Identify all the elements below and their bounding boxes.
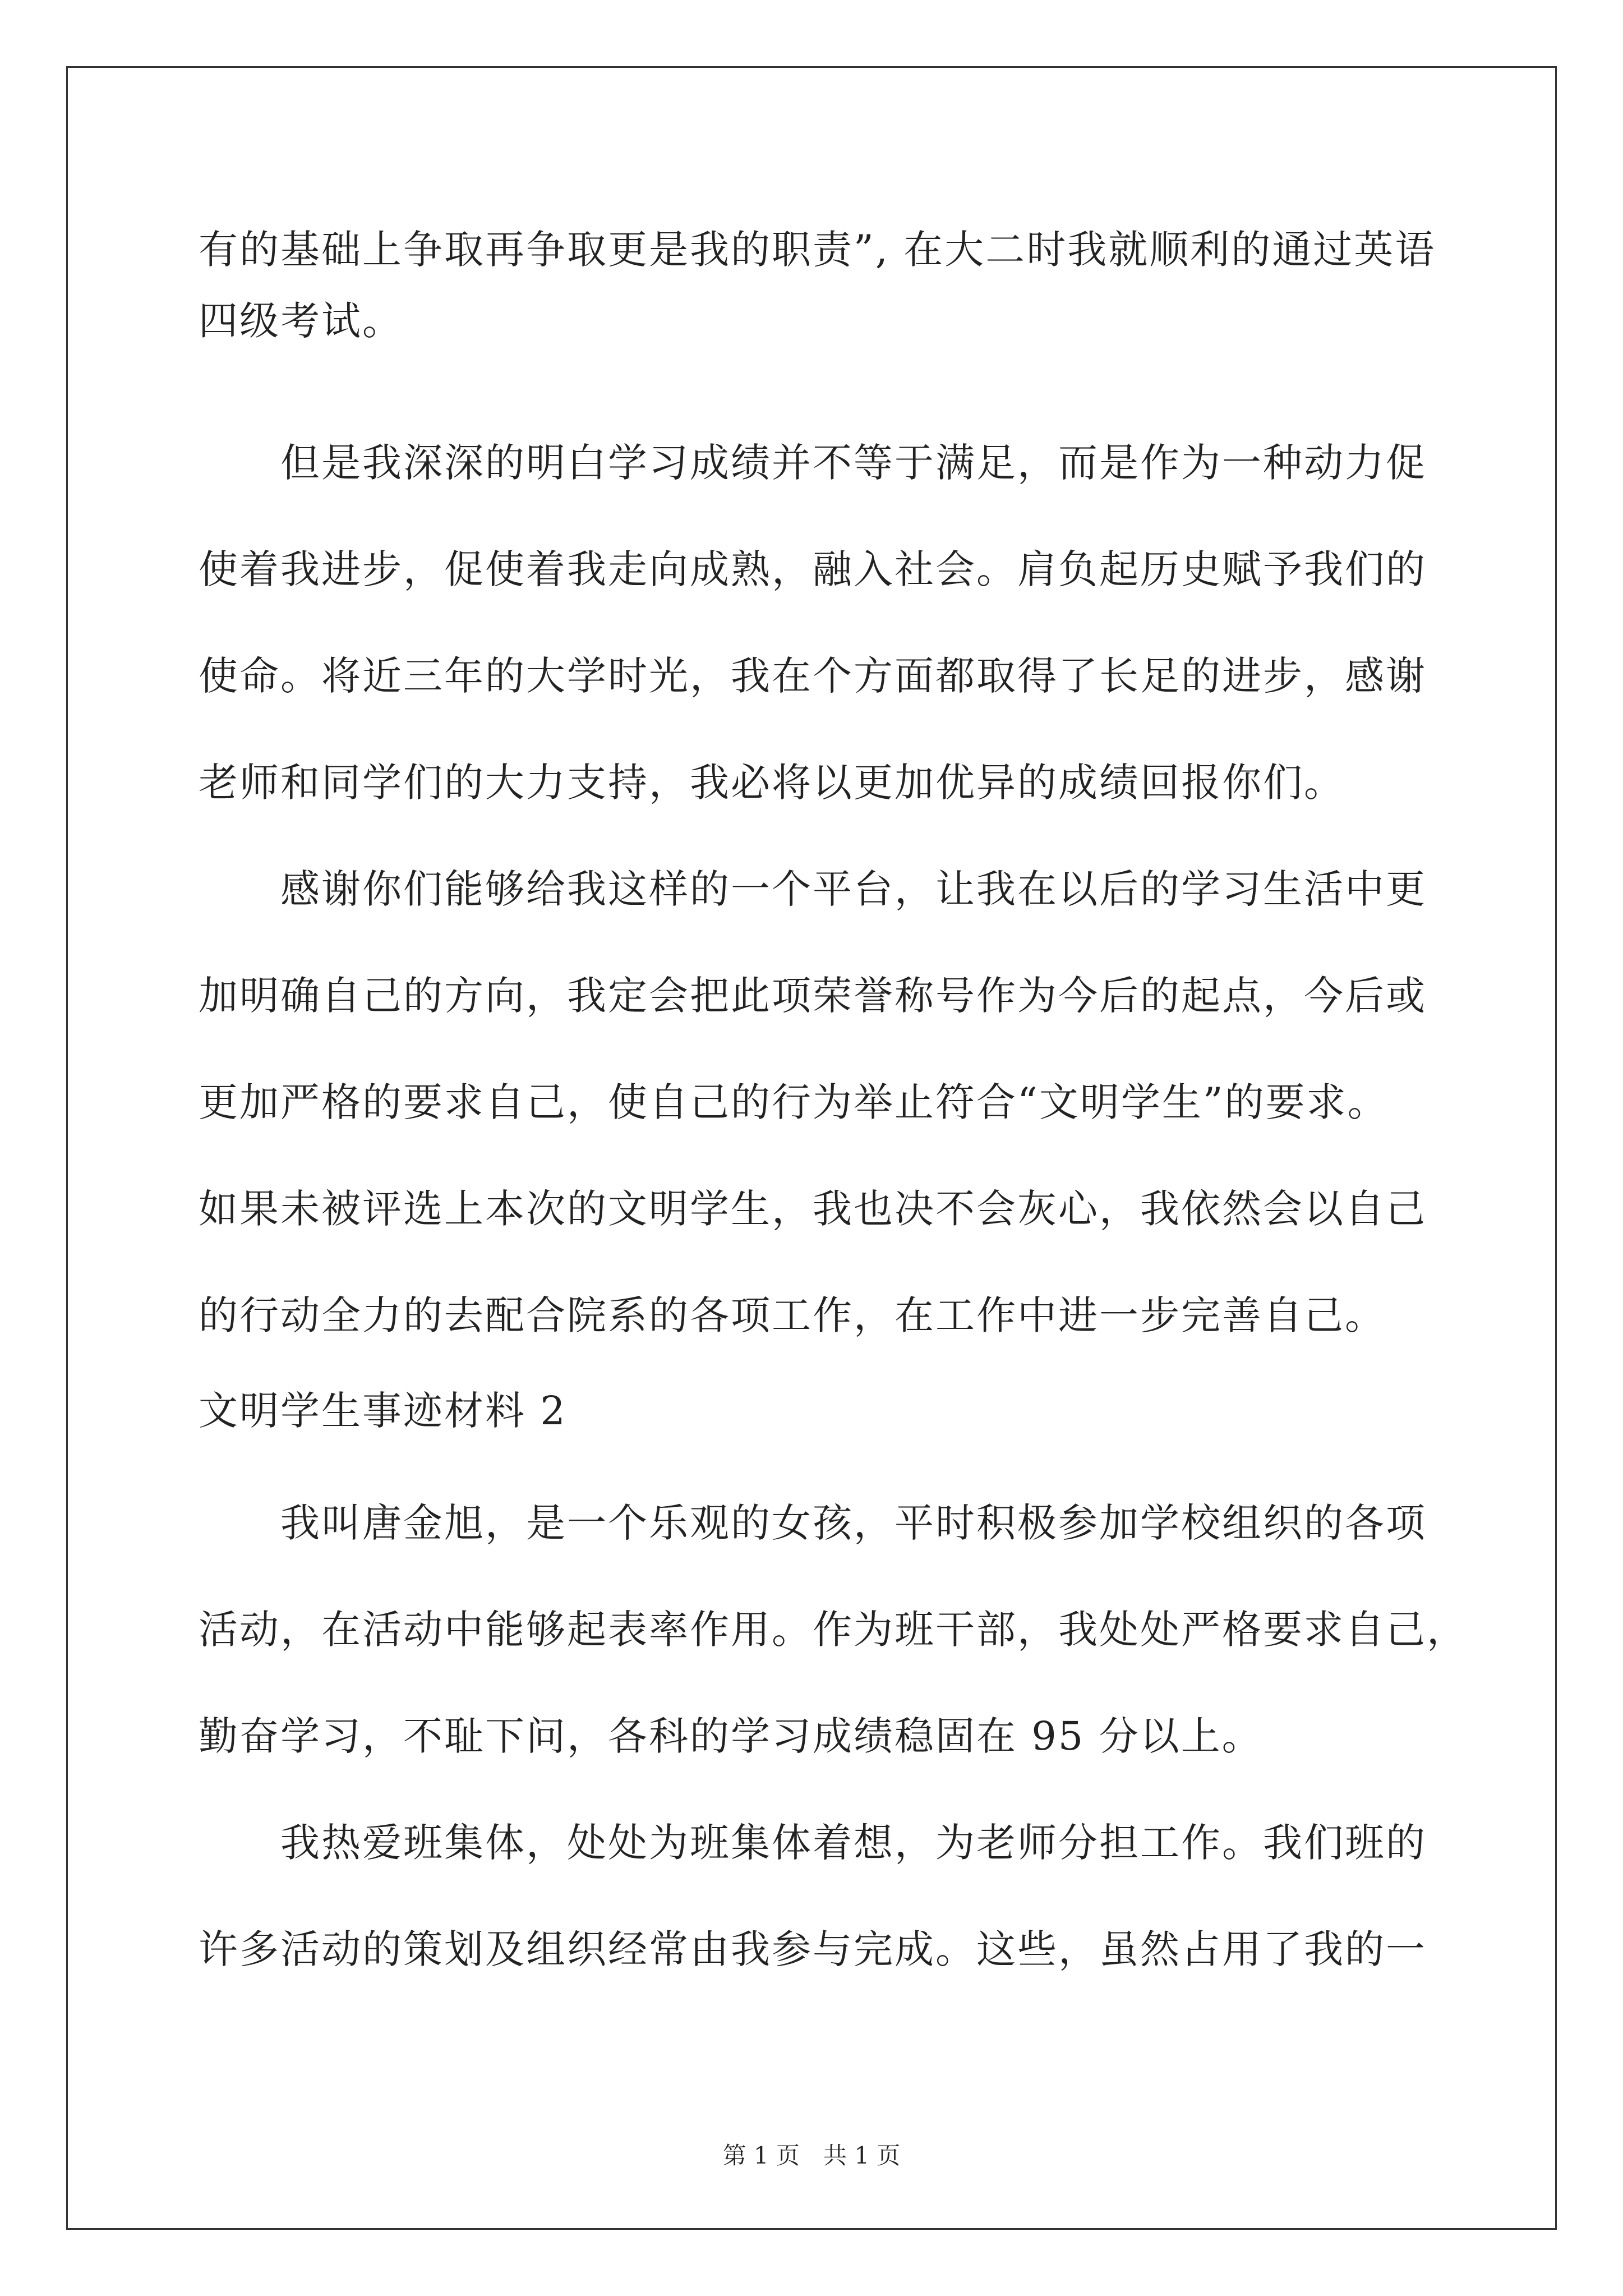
paragraph-start-line: 我叫唐金旭，是一个乐观的女孩，平时积极参加学校组织的各项: [280, 1500, 1427, 1546]
paragraph-start-line: 感谢你们能够给我这样的一个平台，让我在以后的学习生活中更: [280, 866, 1427, 912]
paragraph-start-line: 但是我深深的明白学习成绩并不等于满足，而是作为一种动力促: [280, 440, 1427, 486]
text-line: 有的基础上争取再争取更是我的职责”, 在大二时我就顺利的通过英语: [199, 227, 1436, 273]
text-line: 加明确自己的方向，我定会把此项荣誉称号作为今后的起点，今后或: [199, 973, 1427, 1019]
page-footer: 第 1 页 共 1 页: [722, 2142, 901, 2169]
text-line: 许多活动的策划及组织经常由我参与完成。这些，虽然占用了我的一: [199, 1926, 1427, 1972]
text-line: 勤奋学习，不耻下问，各科的学习成绩稳固在 95 分以上。: [199, 1713, 1263, 1759]
text-line: 使命。将近三年的大学时光，我在个方面都取得了长足的进步，感谢: [199, 653, 1427, 699]
text-line: 四级考试。: [199, 298, 403, 344]
text-line: 的行动全力的去配合院系的各项工作，在工作中进一步完善自己。: [199, 1292, 1386, 1338]
text-line: 如果未被评选上本次的文明学生，我也决不会灰心，我依然会以自己: [199, 1186, 1427, 1232]
paragraph-start-line: 我热爱班集体，处处为班集体着想，为老师分担工作。我们班的: [280, 1820, 1427, 1866]
text-line: 老师和同学们的大力支持，我必将以更加优异的成绩回报你们。: [199, 760, 1345, 806]
text-line: 使着我进步，促使着我走向成熟，融入社会。肩负起历史赋予我们的: [199, 546, 1427, 592]
page-border: [66, 66, 1557, 2230]
text-line: 更加严格的要求自己，使自己的行为举止符合“文明学生”的要求。: [199, 1079, 1389, 1125]
text-line: 活动，在活动中能够起表率作用。作为班干部，我处处严格要求自己，: [199, 1607, 1468, 1653]
section-heading: 文明学生事迹材料 2: [199, 1388, 567, 1434]
